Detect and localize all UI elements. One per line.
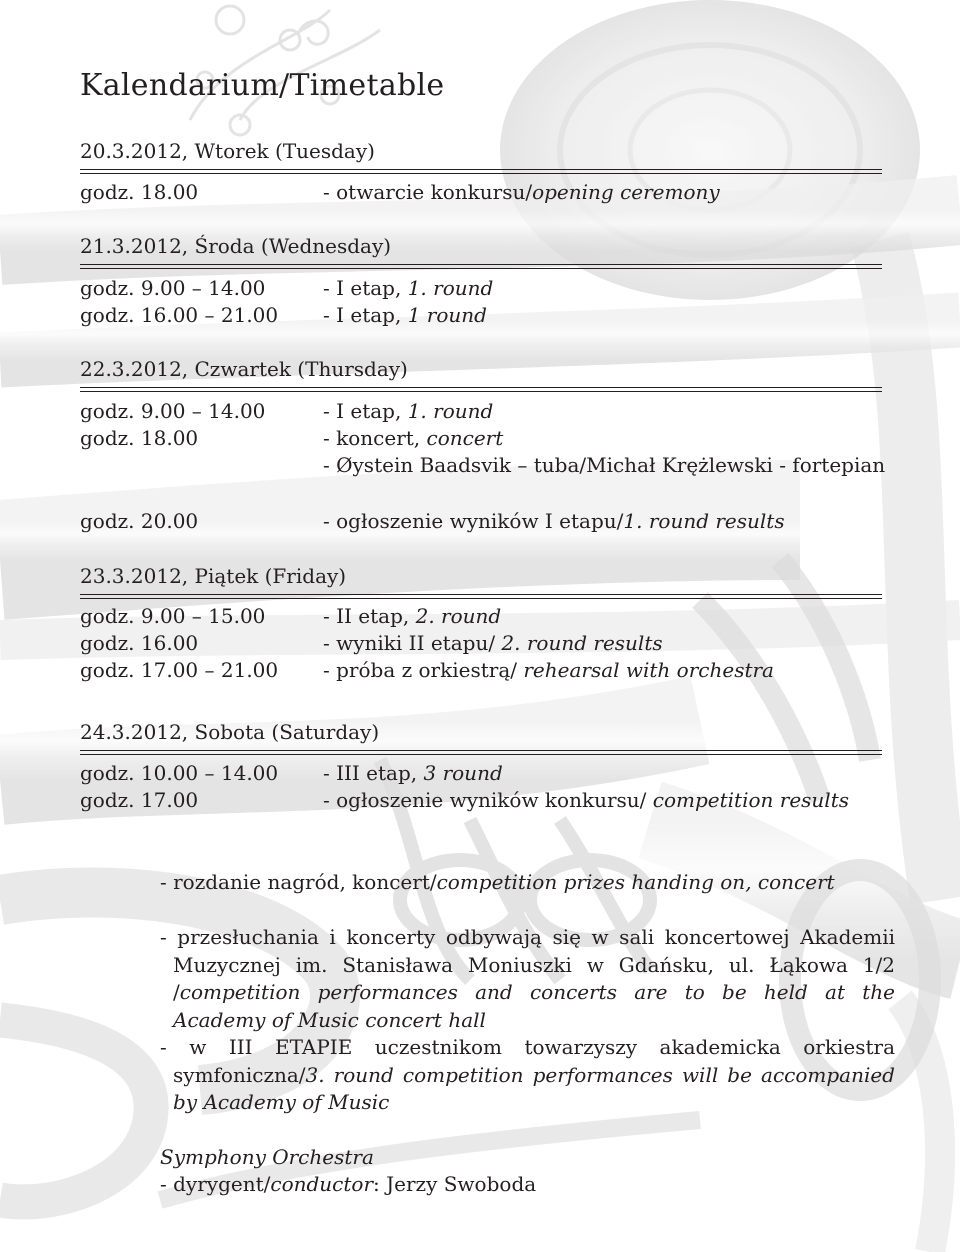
event-description xyxy=(323,657,883,684)
page-title: Kalendarium/Timetable xyxy=(80,68,445,103)
event-time: godz. 17.00 xyxy=(80,788,199,812)
event-pl: - próba z orkiestrą/ xyxy=(323,658,524,682)
event-time: godz. 17.00 – 21.00 xyxy=(80,658,279,682)
event-en: 1. round xyxy=(407,399,494,423)
event-pl: - III etap, xyxy=(323,761,424,785)
event-en: rehearsal with orchestra xyxy=(523,658,774,682)
event-time: godz. 10.00 – 14.00 xyxy=(80,761,279,785)
orchestra-name xyxy=(160,1144,882,1172)
event-pl: - I etap, xyxy=(323,399,408,423)
event-pl: - I etap, xyxy=(323,276,408,300)
note-venue xyxy=(160,924,895,1034)
event-time: godz. 16.00 xyxy=(80,631,199,655)
event-time: godz. 20.00 xyxy=(80,509,199,533)
note-en: competition prizes handing on, concert xyxy=(436,870,835,894)
heading-rule xyxy=(80,750,882,755)
event-pl: - I etap, xyxy=(323,303,408,327)
note-en: 3. round competition performances will be accompanied by Academy of Music xyxy=(173,1062,895,1114)
event-pl: - ogłoszenie wyników konkursu/ xyxy=(323,788,653,812)
event-description xyxy=(323,425,883,452)
event-description xyxy=(323,179,883,206)
day-heading-text: 24.3.2012, Sobota (Saturday) xyxy=(80,720,380,744)
event-time: godz. 9.00 – 14.00 xyxy=(80,276,266,300)
note-en: competition performances and concerts are to be held at the Academy of Music concert hall xyxy=(173,980,895,1032)
note-pl: - rozdanie nagród, koncert/ xyxy=(160,870,437,894)
day-heading-text: 21.3.2012, Środa (Wednesday) xyxy=(80,234,392,258)
event-pl: - koncert, xyxy=(323,426,427,450)
heading-rule xyxy=(80,169,882,174)
conductor-name: : Jerzy Swoboda xyxy=(373,1172,537,1196)
event-description xyxy=(323,398,883,425)
event-en: 1. round xyxy=(407,276,494,300)
event-time: godz. 9.00 – 15.00 xyxy=(80,604,266,628)
event-en: concert xyxy=(426,426,504,450)
day-heading-tuesday xyxy=(80,139,882,174)
event-time: godz. 16.00 – 21.00 xyxy=(80,303,279,327)
event-pl: - ogłoszenie wyników I etapu/ xyxy=(323,509,624,533)
event-pl: - wyniki II etapu/ xyxy=(323,631,502,655)
event-en: 1. round results xyxy=(623,509,785,533)
event-en: 2. round xyxy=(415,604,502,628)
event-pl: - otwarcie konkursu/ xyxy=(323,180,533,204)
event-description: - Øystein Baadsvik – tuba/Michał Krężlewski - fortepian xyxy=(323,453,886,477)
conductor-pl: - dyrygent/ xyxy=(160,1172,271,1196)
day-heading-thursday xyxy=(80,357,882,392)
event-description xyxy=(323,275,883,302)
conductor-line xyxy=(160,1171,882,1199)
event-time: godz. 18.00 xyxy=(80,180,199,204)
note-prizes xyxy=(160,869,895,897)
event-description xyxy=(323,787,896,814)
event-description xyxy=(323,508,883,535)
event-en: 3 round xyxy=(423,761,503,785)
day-heading-saturday xyxy=(80,720,882,755)
heading-rule xyxy=(80,594,882,599)
day-heading-friday xyxy=(80,564,882,599)
event-pl: - II etap, xyxy=(323,604,416,628)
event-time: godz. 9.00 – 14.00 xyxy=(80,399,266,423)
heading-rule xyxy=(80,387,882,392)
day-heading-text: 22.3.2012, Czwartek (Thursday) xyxy=(80,357,408,381)
event-en: competition results xyxy=(652,788,849,812)
day-heading-text: 20.3.2012, Wtorek (Tuesday) xyxy=(80,139,375,163)
event-en: 2. round results xyxy=(501,631,663,655)
orchestra-name-text: Symphony Orchestra xyxy=(160,1145,374,1169)
event-en: opening ceremony xyxy=(532,180,720,204)
note-pl: - w III ETAPIE uczestnikom towarzyszy akademicka orkiestra symfoniczna/ xyxy=(160,1035,895,1087)
day-heading-text: 23.3.2012, Piątek (Friday) xyxy=(80,564,347,588)
day-heading-wednesday xyxy=(80,234,882,269)
event-en: 1 round xyxy=(407,303,487,327)
event-description xyxy=(323,302,883,329)
event-time: godz. 18.00 xyxy=(80,426,199,450)
note-orchestra xyxy=(160,1034,895,1117)
event-description xyxy=(323,603,883,630)
event-description xyxy=(323,630,883,657)
heading-rule xyxy=(80,264,882,269)
note-pl: - przesłuchania i koncerty odbywają się w sali koncertowej Akademii Muzycznej im. Stanisława Moniuszki w Gdańsku, ul. Łąkowa 1/2 / xyxy=(160,925,895,1004)
conductor-en: conductor xyxy=(270,1172,374,1196)
event-description xyxy=(323,760,883,787)
